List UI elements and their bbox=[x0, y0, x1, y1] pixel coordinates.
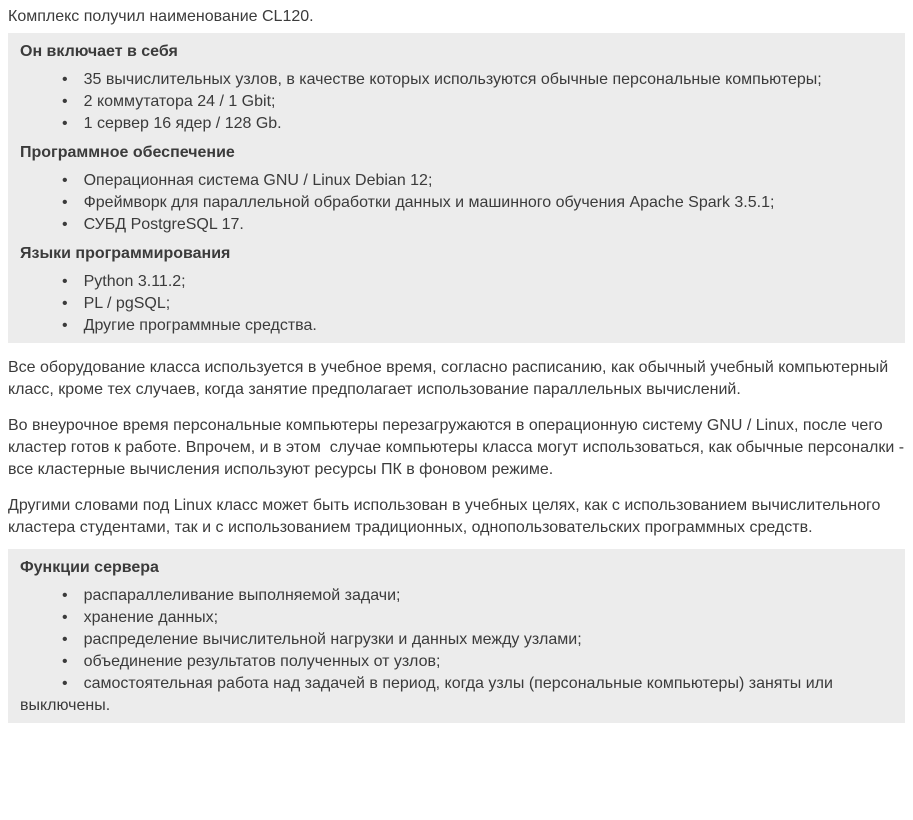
bullet-list bbox=[20, 585, 891, 717]
list-item: • Операционная система GNU / Linux Debian 12; bbox=[20, 170, 891, 192]
list-item: • СУБД PostgreSQL 17. bbox=[20, 214, 891, 236]
list-item: • распределение вычислительной нагрузки и данных между узлами; bbox=[20, 629, 891, 651]
list-item: • Другие программные средства. bbox=[20, 315, 891, 337]
section-heading: Языки программирования bbox=[20, 245, 231, 262]
complex-specs-box bbox=[8, 33, 905, 343]
list-item: • Фреймворк для параллельной обработки данных и машинного обучения Apache Spark 3.5.1; bbox=[20, 192, 891, 214]
paragraphs bbox=[8, 357, 909, 539]
server-functions-box bbox=[8, 549, 905, 723]
section-heading: Функции сервера bbox=[20, 559, 159, 576]
intro-paragraph: Комплекс получил наименование CL120. bbox=[8, 8, 314, 25]
paragraph: Все оборудование класса используется в учебное время, согласно расписанию, как обычный учебный компьютерный класс, кроме тех случаев, когда занятие предполагает использование параллельных вычислений. bbox=[8, 359, 893, 398]
paragraph: Во внеурочное время персональные компьютеры перезагружаются в операционную систему GNU / Linux, после чего кластер готов к работе. Впрочем, и в этом случае компьютеры класса могут использоваться, как обычные персоналки - все кластерные вычисления используют ресурсы ПК в фоновом режиме. bbox=[8, 417, 909, 478]
section-heading: Программное обеспечение bbox=[20, 144, 235, 161]
list-item: • PL / pgSQL; bbox=[20, 293, 891, 315]
bullet-list bbox=[20, 170, 891, 236]
list-item: • самостоятельная работа над задачей в период, когда узлы (персональные компьютеры) заняты или выключены. bbox=[20, 673, 891, 717]
section-heading: Он включает в себя bbox=[20, 43, 178, 60]
list-item: • объединение результатов полученных от узлов; bbox=[20, 651, 891, 673]
paragraph: Другими словами под Linux класс может быть использован в учебных целях, как с использованием вычислительного кластера студентами, так и с использованием традиционных, однопользовательских программных средств. bbox=[8, 497, 885, 536]
list-item: • хранение данных; bbox=[20, 607, 891, 629]
bullet-list bbox=[20, 271, 891, 337]
list-item: • распараллеливание выполняемой задачи; bbox=[20, 585, 891, 607]
list-item: • 2 коммутатора 24 / 1 Gbit; bbox=[20, 91, 891, 113]
list-item: • 35 вычислительных узлов, в качестве которых используются обычные персональные компьютеры; bbox=[20, 69, 891, 91]
bullet-list bbox=[20, 69, 891, 135]
list-item: • Python 3.11.2; bbox=[20, 271, 891, 293]
list-item: • 1 сервер 16 ядер / 128 Gb. bbox=[20, 113, 891, 135]
